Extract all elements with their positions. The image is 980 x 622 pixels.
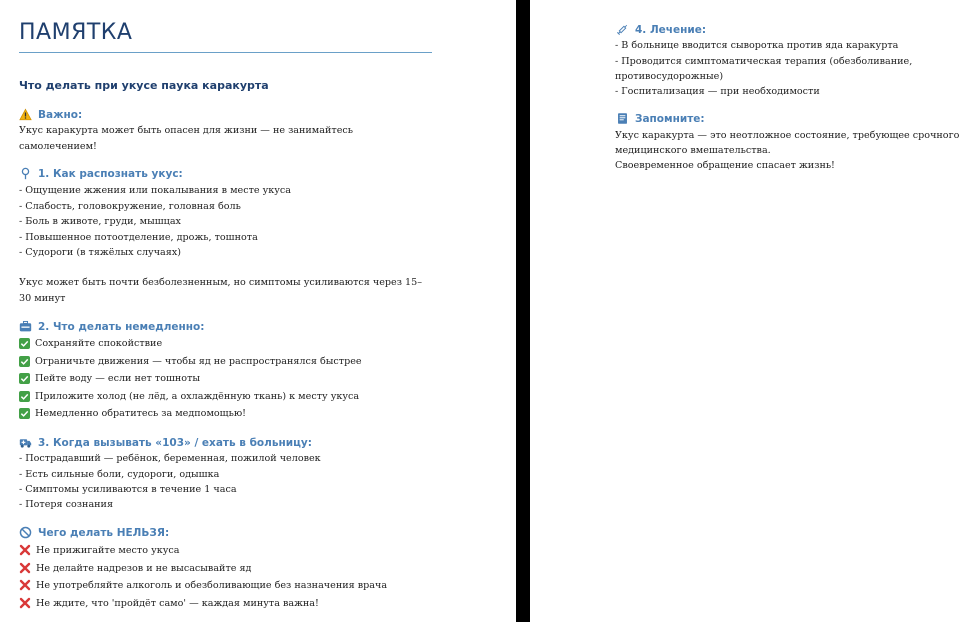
immediate-heading-label: 2. Что делать немедленно: — [38, 320, 205, 333]
section-heading-recognize — [19, 167, 183, 180]
section-heading-when-call — [19, 436, 312, 449]
list-item-label: Не делайте надрезов и не высасывайте яд — [36, 562, 252, 574]
list-item — [19, 356, 362, 367]
page-gutter — [516, 0, 530, 622]
section-heading-forbidden — [19, 526, 169, 539]
when-call-heading-label: 3. Когда вызывать «103» / ехать в больницу: — [38, 436, 312, 449]
document-page-right — [530, 0, 980, 622]
list-item — [19, 391, 359, 402]
important-heading-label: Важно: — [38, 108, 83, 121]
important-line: самолечением! — [19, 141, 97, 152]
prohibited-icon — [19, 526, 32, 539]
remember-line: Укус каракурта — это неотложное состояние, требующее срочного — [615, 130, 960, 141]
list-item: - В больнице вводится сыворотка против яда каракурта — [615, 40, 899, 51]
list-item-label: Приложите холод (не лёд, а охлаждённую ткань) к месту укуса — [35, 391, 360, 402]
syringe-icon — [616, 23, 629, 36]
treatment-heading-label: 4. Лечение: — [635, 23, 707, 36]
list-item-label: Не ждите, что 'пройдёт само' — каждая минута важна! — [36, 597, 319, 609]
check-box-icon — [19, 338, 30, 349]
list-item: - Повышенное потоотделение, дрожь, тошнота — [19, 232, 258, 243]
cross-mark-icon — [19, 597, 31, 609]
page-title: ПАМЯТКА — [19, 20, 133, 45]
note-line: Укус может быть почти безболезненным, но симптомы усиливаются через 15– — [19, 277, 423, 288]
section-heading-remember — [616, 112, 705, 125]
check-box-icon — [19, 373, 30, 384]
remember-line: медицинского вмешательства. — [615, 145, 771, 156]
list-item: противосудорожные) — [615, 71, 724, 82]
check-box-icon — [19, 391, 30, 402]
list-item-label: Сохраняйте спокойствие — [35, 338, 163, 349]
book-icon — [616, 112, 629, 125]
list-item: - Есть сильные боли, судороги, одышка — [19, 469, 220, 480]
warning-icon — [19, 108, 32, 121]
forbidden-heading-label: Чего делать НЕЛЬЗЯ: — [38, 526, 170, 539]
list-item — [19, 408, 246, 419]
note-line: 30 минут — [19, 293, 66, 304]
list-item: - Ощущение жжения или покалывания в месте укуса — [19, 185, 291, 196]
ambulance-icon — [19, 436, 32, 449]
list-item: - Госпитализация — при необходимости — [615, 86, 820, 97]
list-item-label: Ограничьте движения — чтобы яд не распространялся быстрее — [35, 356, 362, 367]
cross-mark-icon — [19, 579, 31, 591]
check-box-icon — [19, 408, 30, 419]
section-heading-treatment — [616, 23, 706, 36]
pin-icon — [19, 167, 32, 180]
check-box-icon — [19, 356, 30, 367]
list-item: - Потеря сознания — [19, 499, 113, 510]
list-item — [19, 373, 200, 384]
list-item — [19, 562, 251, 574]
first-aid-kit-icon — [19, 320, 32, 333]
list-item: - Боль в животе, груди, мышцах — [19, 216, 181, 227]
list-item — [19, 579, 387, 591]
list-item: - Пострадавший — ребёнок, беременная, пожилой человек — [19, 453, 321, 464]
list-item — [19, 338, 162, 349]
section-heading-important — [19, 108, 82, 121]
list-item — [19, 597, 319, 609]
title-divider — [19, 52, 432, 53]
cross-mark-icon — [19, 544, 31, 556]
remember-line: Своевременное обращение спасает жизнь! — [615, 160, 835, 171]
document-subtitle: Что делать при укусе паука каракурта — [19, 79, 269, 92]
important-line: Укус каракурта может быть опасен для жизни — не занимайтесь — [19, 125, 353, 136]
cross-mark-icon — [19, 562, 31, 574]
list-item-label: Немедленно обратитесь за медпомощью! — [35, 408, 247, 419]
list-item: - Проводится симптоматическая терапия (обезболивание, — [615, 56, 913, 67]
list-item: - Судороги (в тяжёлых случаях) — [19, 247, 181, 258]
list-item-label: Пейте воду — если нет тошноты — [35, 373, 201, 384]
section-heading-immediate — [19, 320, 204, 333]
list-item-label: Не прижигайте место укуса — [36, 544, 180, 556]
remember-heading-label: Запомните: — [635, 112, 705, 125]
list-item-label: Не употребляйте алкоголь и обезболивающие без назначения врача — [36, 579, 388, 591]
recognize-heading-label: 1. Как распознать укус: — [38, 167, 183, 180]
list-item: - Симптомы усиливаются в течение 1 часа — [19, 484, 237, 495]
list-item: - Слабость, головокружение, головная боль — [19, 201, 241, 212]
list-item — [19, 544, 179, 556]
